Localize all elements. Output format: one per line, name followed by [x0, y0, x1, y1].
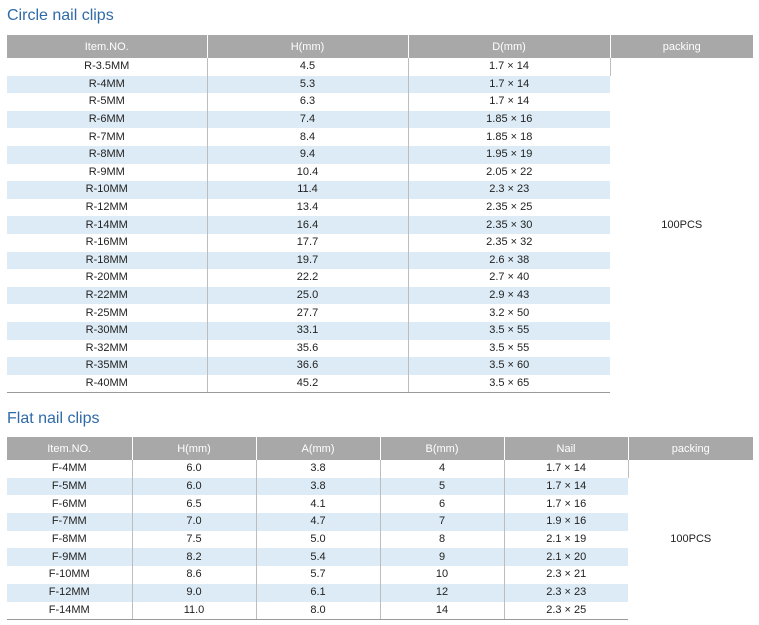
table-cell: 2.6 × 38: [408, 252, 610, 270]
column-header: D(mm): [408, 35, 610, 58]
table-cell: R-25MM: [7, 304, 207, 322]
table-cell: 13.4: [207, 199, 408, 217]
table-cell: 2.35 × 25: [486, 201, 533, 214]
flat-nail-clips-title: Flat nail clips: [7, 410, 100, 427]
table-cell: 1.7 × 14: [504, 460, 628, 478]
table-cell: R-35MM: [7, 357, 207, 375]
flat-nail-clips-table: [7, 437, 753, 620]
table-cell: R-3.5MM: [7, 58, 207, 76]
column-header: H(mm): [207, 35, 408, 58]
table-cell: 14: [380, 602, 504, 620]
table-cell: R-20MM: [7, 269, 207, 287]
table-cell: 7.5: [132, 531, 256, 549]
table-cell: R-9MM: [7, 164, 207, 182]
table-cell: F-4MM: [7, 460, 132, 478]
table-cell: 2.7 × 40: [489, 271, 530, 284]
table-cell: R-18MM: [7, 252, 207, 270]
table-cell: R-40MM: [7, 375, 207, 393]
table-cell: 25.0: [207, 287, 408, 305]
table-cell: R-10MM: [7, 181, 207, 199]
table-cell: R-22MM: [7, 287, 207, 305]
table-cell: F-10MM: [7, 566, 132, 584]
table-cell: 12: [380, 584, 504, 602]
table-cell: 5.0: [256, 531, 380, 549]
column-header: packing: [610, 35, 753, 58]
table-cell: 45.2: [207, 375, 408, 393]
table-cell: 2.3 × 25: [504, 602, 628, 620]
column-header: Item.NO.: [7, 437, 132, 460]
table-cell: 2.1 × 20: [504, 548, 628, 566]
table-cell: 6.5: [132, 495, 256, 513]
table-cell: 3.5 × 60: [408, 357, 610, 375]
table-cell: R-4MM: [7, 76, 207, 94]
table-cell: 16.4: [207, 216, 408, 234]
table-cell: R-5MM: [7, 93, 207, 111]
table-cell: R-12MM: [7, 199, 207, 217]
table-cell: 4: [380, 460, 504, 478]
table-cell: 10: [380, 566, 504, 584]
table-cell: 27.7: [207, 304, 408, 322]
table-cell: F-14MM: [7, 602, 132, 620]
circle-nail-clips-table: [7, 35, 753, 393]
table-cell: 6.0: [132, 478, 256, 496]
table-cell: 6.3: [207, 93, 408, 111]
table-cell: 9: [380, 548, 504, 566]
table-cell: 3.2 × 50: [489, 306, 530, 319]
table-cell: 8: [380, 531, 504, 549]
table-cell: 6.0: [132, 460, 256, 478]
table-cell: 2.3 × 23: [504, 584, 628, 602]
table-cell: 7.4: [207, 111, 408, 129]
table-cell: 11.0: [132, 602, 256, 620]
table-cell: 8.2: [132, 548, 256, 566]
column-header: Nail: [504, 437, 628, 460]
table-cell: F-12MM: [7, 584, 132, 602]
table-cell: 5.3: [207, 76, 408, 94]
table-cell: 1.9 × 16: [504, 513, 628, 531]
table-cell: F-8MM: [7, 531, 132, 549]
table-cell: 4.5: [207, 58, 408, 76]
table-cell: 2.05 × 22: [486, 165, 533, 178]
table-cell: 2.35 × 32: [486, 236, 533, 249]
table-cell: 8.4: [207, 128, 408, 146]
table-cell: 7.0: [132, 513, 256, 531]
table-cell: 2.9 × 43: [408, 287, 610, 305]
table-cell: 1.85 × 16: [408, 111, 610, 129]
table-cell: 5.4: [256, 548, 380, 566]
table-cell: 3.8: [256, 478, 380, 496]
table-row: [7, 58, 753, 76]
table-cell: 4.1: [256, 495, 380, 513]
table-cell: 3.5 × 55: [489, 341, 530, 354]
column-header: packing: [628, 437, 753, 460]
table-cell: 4.7: [256, 513, 380, 531]
table-cell: 5.7: [256, 566, 380, 584]
table-header-row: [7, 437, 753, 460]
table-cell: 1.85 × 18: [486, 130, 533, 143]
table-cell: 6: [380, 495, 504, 513]
table-cell: 3.5 × 65: [408, 375, 610, 393]
table-cell: 9.4: [207, 146, 408, 164]
table-cell: R-30MM: [7, 322, 207, 340]
table-row: [7, 460, 753, 478]
table-cell: 2.35 × 30: [408, 216, 610, 234]
column-header: A(mm): [256, 437, 380, 460]
table-cell: 8.0: [256, 602, 380, 620]
table-cell: F-9MM: [7, 548, 132, 566]
table-cell: 3.8: [256, 460, 380, 478]
table-cell: F-5MM: [7, 478, 132, 496]
table-cell: 19.7: [207, 252, 408, 270]
table-cell: 3.5 × 55: [408, 322, 610, 340]
packing-cell: 100PCS: [610, 58, 753, 393]
table-cell: 9.0: [132, 584, 256, 602]
column-header: Item.NO.: [7, 35, 207, 58]
table-cell: 11.4: [207, 181, 408, 199]
table-cell: 6.1: [256, 584, 380, 602]
table-cell: 1.7 × 16: [546, 497, 587, 510]
table-cell: 22.2: [207, 269, 408, 287]
table-cell: 2.1 × 19: [546, 533, 587, 546]
table-cell: 33.1: [207, 322, 408, 340]
table-cell: 10.4: [207, 164, 408, 182]
table-cell: R-7MM: [7, 128, 207, 146]
table-cell: R-8MM: [7, 146, 207, 164]
table-cell: 7: [380, 513, 504, 531]
table-cell: R-16MM: [7, 234, 207, 252]
table-header-row: [7, 35, 753, 58]
table-cell: 5: [380, 478, 504, 496]
table-cell: 1.95 × 19: [408, 146, 610, 164]
table-cell: 36.6: [207, 357, 408, 375]
table-cell: 35.6: [207, 340, 408, 358]
table-cell: 1.7 × 14: [489, 95, 530, 108]
table-cell: 2.3 × 21: [546, 568, 587, 581]
table-cell: 1.7 × 14: [408, 76, 610, 94]
column-header: B(mm): [380, 437, 504, 460]
table-cell: R-32MM: [7, 340, 207, 358]
column-header: H(mm): [132, 437, 256, 460]
table-cell: 2.3 × 23: [408, 181, 610, 199]
table-cell: 8.6: [132, 566, 256, 584]
table-cell: F-7MM: [7, 513, 132, 531]
packing-cell: 100PCS: [628, 460, 753, 620]
table-cell: R-6MM: [7, 111, 207, 129]
table-cell: 1.7 × 14: [504, 478, 628, 496]
table-cell: 1.7 × 14: [408, 58, 610, 76]
circle-nail-clips-title: Circle nail clips: [7, 7, 114, 24]
table-cell: R-14MM: [7, 216, 207, 234]
table-cell: 17.7: [207, 234, 408, 252]
table-cell: F-6MM: [7, 495, 132, 513]
